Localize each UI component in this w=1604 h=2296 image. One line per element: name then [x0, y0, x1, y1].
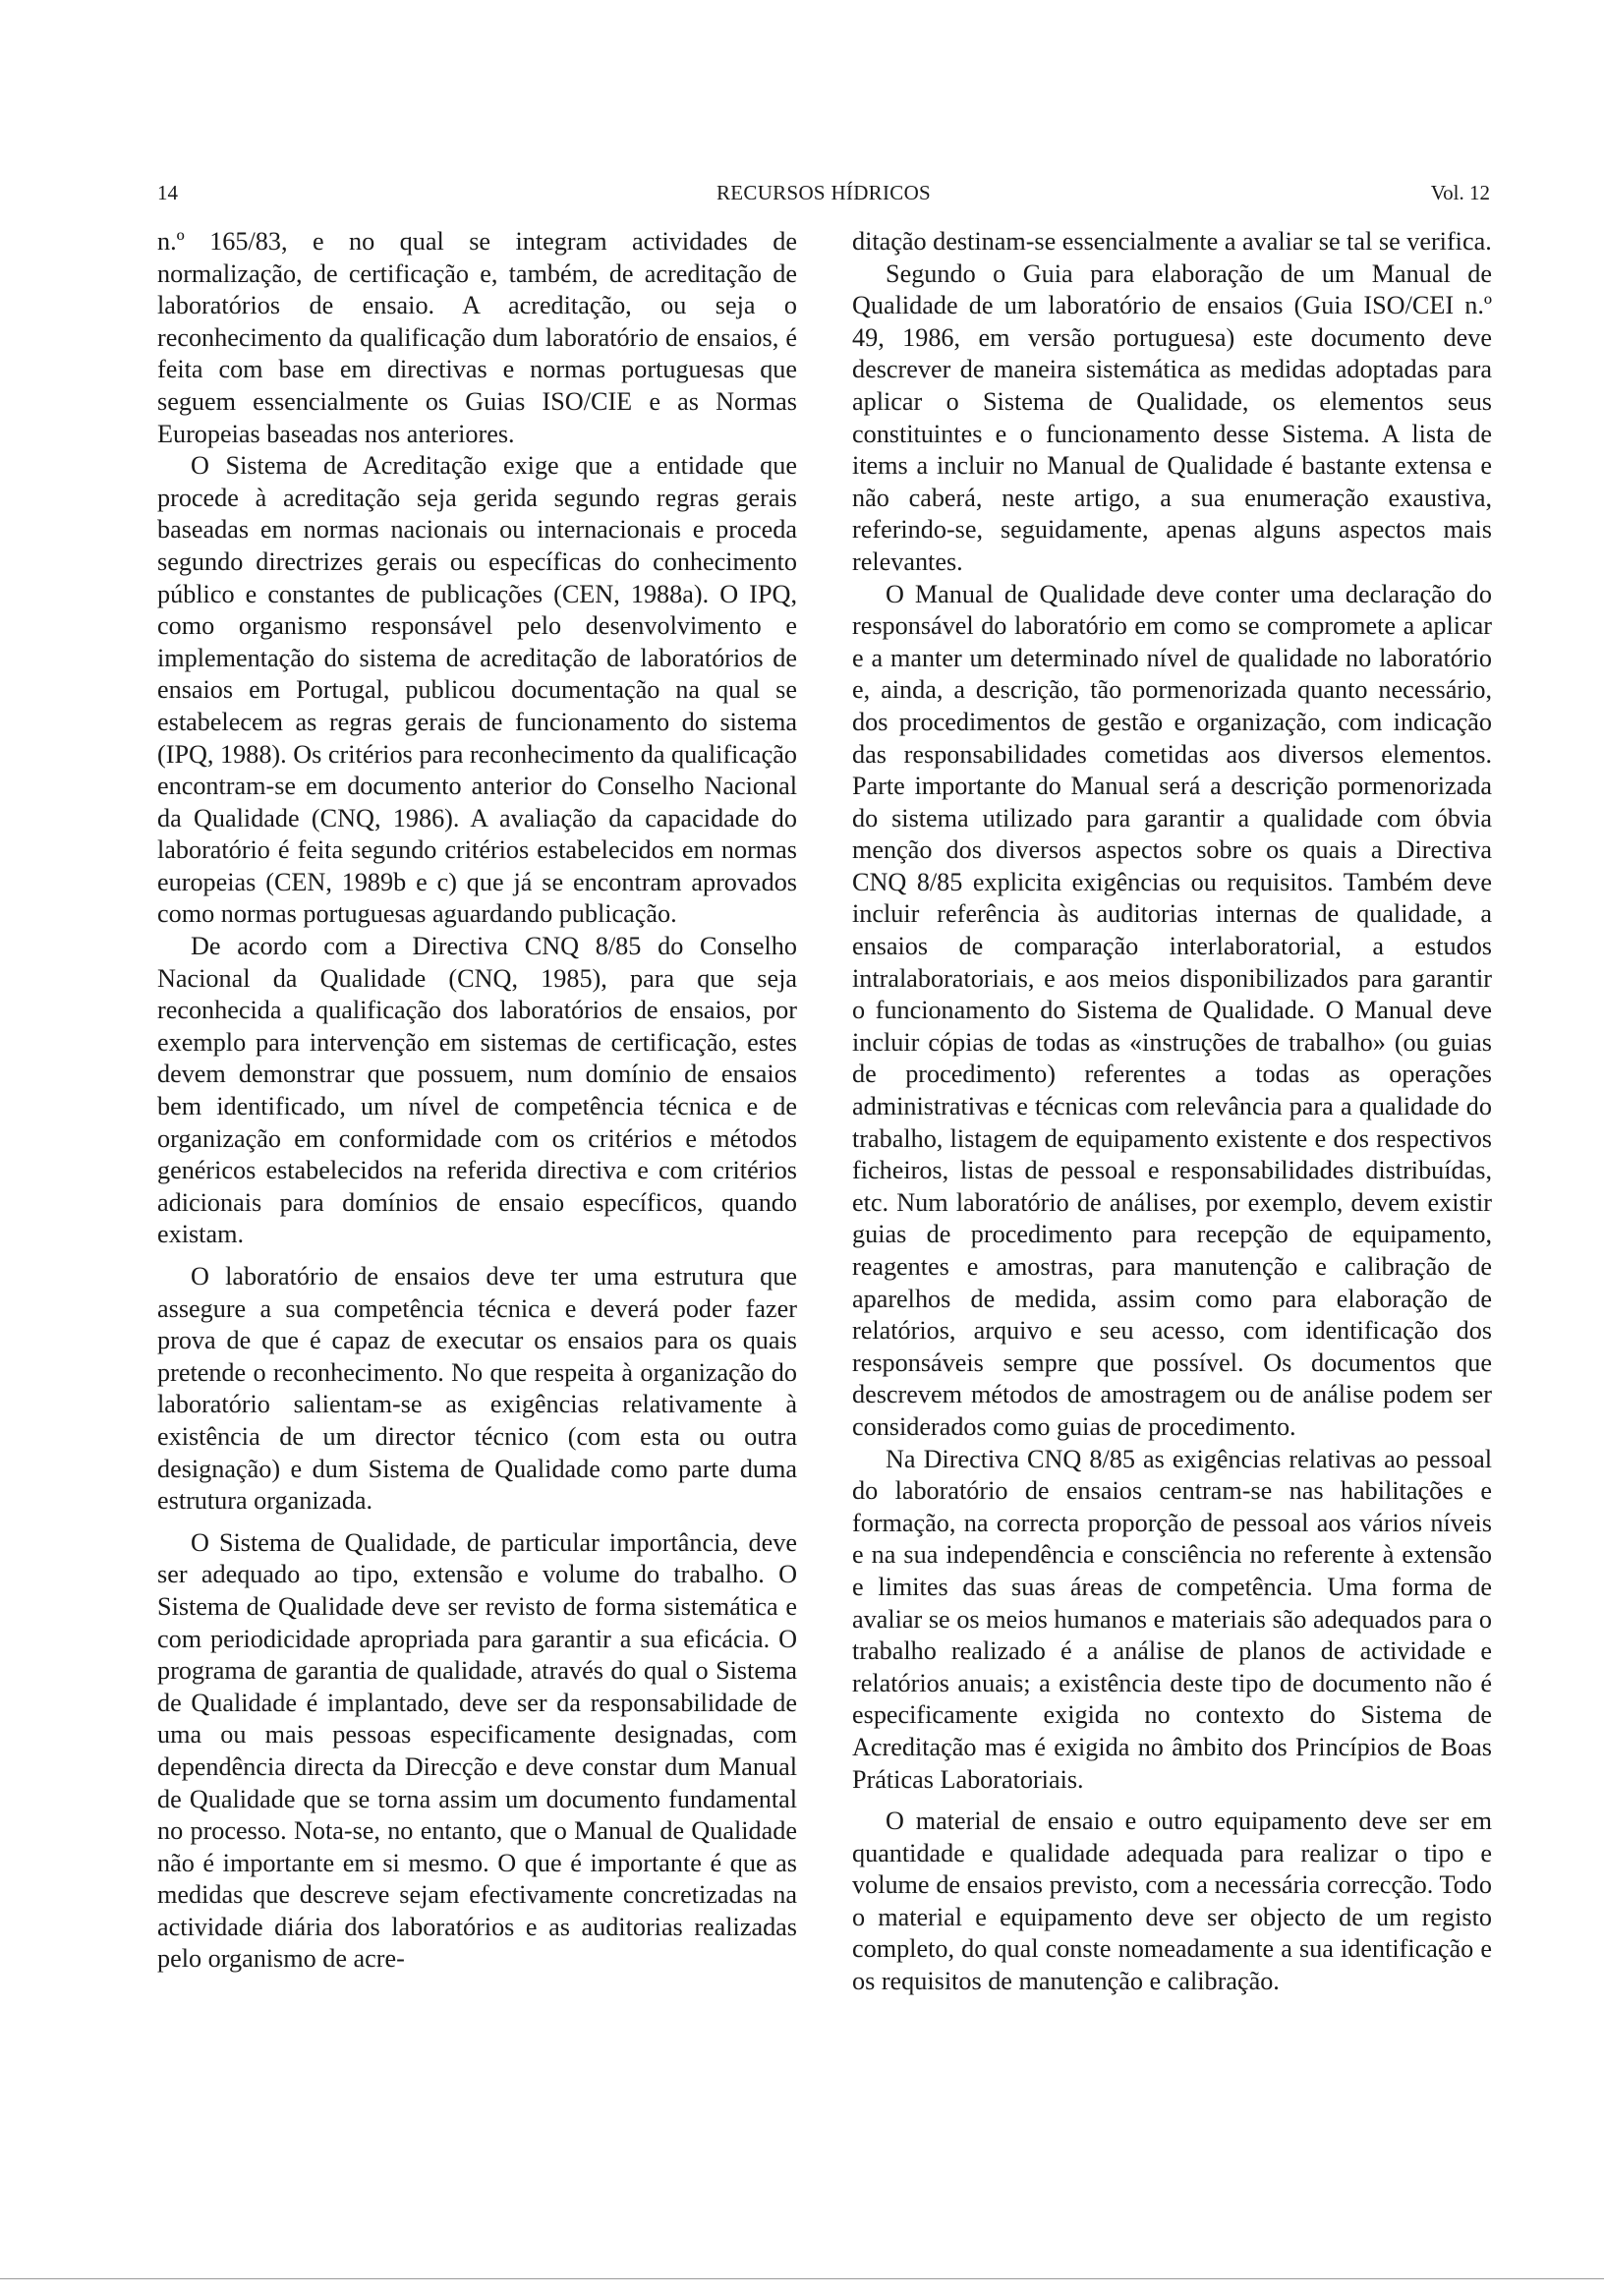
paragraph: O Sistema de Qualidade, de particular importância, deve ser adequado ao tipo, extensão e volume do trabalho. O Sistema de Qualidade deve ser revisto de forma sistemática e com periodicidade apropriada para garantir a sua eficácia. O programa de garantia de qualidade, através do qual o Sistema de Qualidade é implantado, deve ser da responsabilidade de uma ou mais pessoas especificamente designadas, com dependência directa da Direcção e deve constar dum Manual de Qualidade que se torna assim um documento fundamental no processo. Nota-se, no entanto, que o Manual de Qualidade não é importante em si mesmo. O que é importante é que as medidas que descreve sejam efectivamente concretizadas na actividade diária dos laboratórios e as auditorias realizadas pelo organismo de acre-	[157, 1527, 797, 1974]
paragraph: ditação destinam-se essencialmente a avaliar se tal se verifica.	[852, 227, 1492, 256]
page-number: 14	[157, 181, 178, 204]
paragraph: O laboratório de ensaios deve ter uma estrutura que assegure a sua competência técnica e deverá poder fazer prova de que é capaz de executar os ensaios para os quais pretende o reconhecimento. No que respeita à organização do laboratório salientam-se as exigências relativamente à existência de um director técnico (com esta ou outra designação) e dum Sistema de Qualidade como parte duma estrutura organizada.	[157, 1262, 797, 1516]
right-column	[852, 226, 1492, 1998]
running-header	[157, 178, 1490, 207]
paragraph: Segundo o Guia para elaboração de um Manual de Qualidade de um laboratório de ensaios (Guia ISO/CEI n.º 49, 1986, em versão portuguesa) este documento deve descrever de maneira sistemática as medidas adoptadas para aplicar o Sistema de Qualidade, os elementos seus constituintes e o funcionamento desse Sistema. A lista de items a incluir no Manual de Qualidade é bastante extensa e não caberá, neste artigo, a sua enumeração exaustiva, referindo-se, seguidamente, apenas alguns aspectos mais relevantes.	[852, 258, 1492, 576]
paragraph: O material de ensaio e outro equipamento deve ser em quantidade e qualidade adequada para realizar o tipo e volume de ensaios previsto, com a necessária correcção. Todo o material e equipamento deve ser objecto de um registo completo, do qual conste nomeadamente a sua identificação e os requisitos de manutenção e calibração.	[852, 1807, 1492, 1996]
paragraph: O Manual de Qualidade deve conter uma declaração do responsável do laboratório em como se compromete a aplicar e a manter um determinado nível de qualidade no laboratório e, ainda, a descrição, tão pormenorizada quanto necessário, dos procedimentos de gestão e organização, com indicação das responsabilidades cometidas aos diversos elementos. Parte importante do Manual será a descrição pormenorizada do sistema utilizado para garantir a qualidade com óbvia menção dos diversos aspectos sobre os quais a Directiva CNQ 8/85 explicita exigências ou requisitos. Também deve incluir referência às auditorias internas de qualidade, a ensaios de comparação interlaboratorial, a estudos intralaboratoriais, e aos meios disponibilizados para garantir o funcionamento do Sistema de Qualidade. O Manual deve incluir cópias de todas as «instruções de trabalho» (ou guias de procedimento) referentes a todas as operações administrativas e técnicas com relevância para a qualidade do trabalho, listagem de equipamento existente e dos respectivos ficheiros, listas de pessoal e responsabilidades distribuídas, etc. Num laboratório de análises, por exemplo, devem existir guias de procedimento para recepção de equipamento, reagentes e amostras, para manutenção e calibração de aparelhos de medida, assim como para elaboração de relatórios, arquivo e seu acesso, com identificação dos responsáveis sempre que possível. Os documentos que descrevem métodos de amostragem ou de análise podem ser considerados como guias de procedimento.	[852, 579, 1492, 1441]
journal-title: RECURSOS HÍDRICOS	[716, 181, 932, 204]
paragraph: Na Directiva CNQ 8/85 as exigências relativas ao pessoal do laboratório de ensaios centram-se nas habilitações e formação, na correcta proporção de pessoal aos vários níveis e na sua independência e consciência no referente à extensão e limites das suas áreas de competência. Uma forma de avaliar se os meios humanos e materiais são adequados para o trabalho realizado é a análise de planos de actividade e relatórios anuais; a existência deste tipo de documento não é especificamente exigida no contexto do Sistema de Acreditação mas é exigida no âmbito dos Princípios de Boas Práticas Laboratoriais.	[852, 1444, 1492, 1794]
left-column	[157, 226, 797, 1976]
paragraph: O Sistema de Acreditação exige que a entidade que procede à acreditação seja gerida segundo regras gerais baseadas em normas nacionais ou internacionais e proceda segundo directrizes gerais ou específicas do conhecimento público e constantes de publicações (CEN, 1988a). O IPQ, como organismo responsável pelo desenvolvimento e implementação do sistema de acreditação de laboratórios de ensaios em Portugal, publicou documentação na qual se estabelecem as regras gerais de funcionamento do sistema (IPQ, 1988). Os critérios para reconhecimento da qualificação encontram-se em documento anterior do Conselho Nacional da Qualidade (CNQ, 1986). A avaliação da capacidade do laboratório é feita segundo critérios estabelecidos em normas europeias (CEN, 1989b e c) que já se encontram aprovados como normas portuguesas aguardando publicação.	[157, 451, 797, 929]
scan-edge-line	[0, 2278, 1604, 2279]
volume-label: Vol. 12	[1430, 181, 1490, 204]
paragraph: De acordo com a Directiva CNQ 8/85 do Conselho Nacional da Qualidade (CNQ, 1985), para que seja reconhecida a qualificação dos laboratórios de ensaios, por exemplo para intervenção em sistemas de certificação, estes devem demonstrar que possuem, num domínio de ensaios bem identificado, um nível de competência técnica e de organização em conformidade com os critérios e métodos genéricos estabelecidos na referida directiva e com critérios adicionais para domínios de ensaio específicos, quando existam.	[157, 932, 797, 1249]
paragraph: n.º 165/83, e no qual se integram actividades de normalização, de certificação e, também, de acreditação de laboratórios de ensaio. A acreditação, ou seja o reconhecimento da qualificação dum laboratório de ensaios, é feita com base em directivas e normas portuguesas que seguem essencialmente os Guias ISO/CIE e as Normas Europeias baseadas nos anteriores.	[157, 227, 797, 448]
